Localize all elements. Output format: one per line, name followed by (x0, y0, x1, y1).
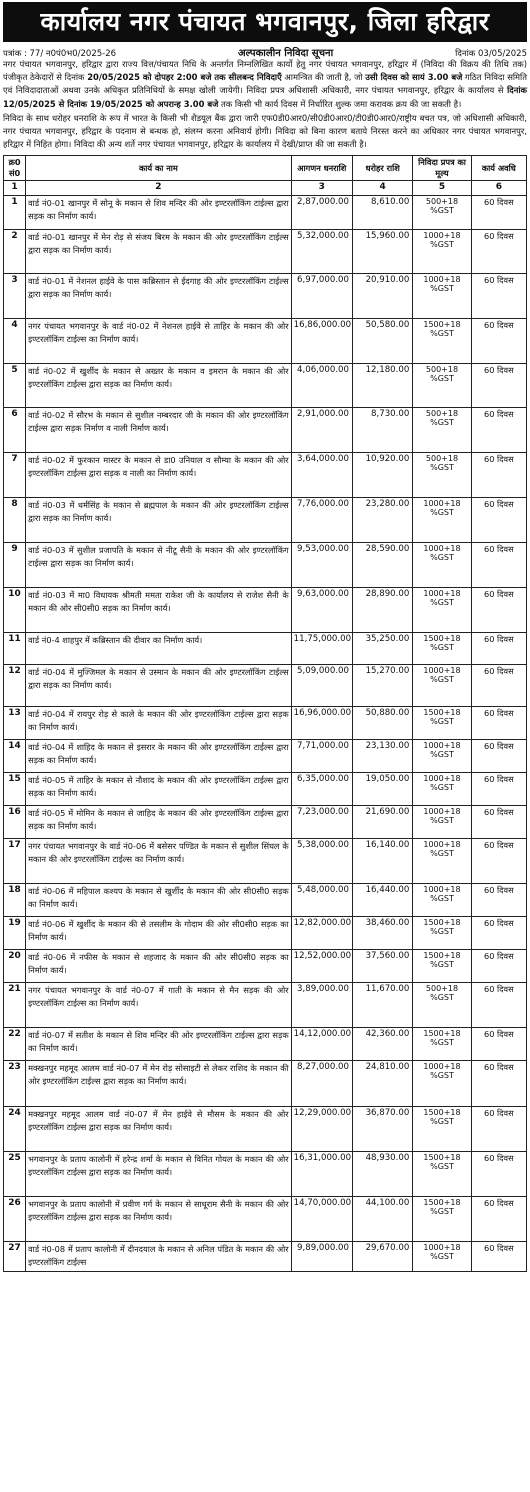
paragraph-text: नगर पंचायत भगवानपुर, हरिद्वार द्वारा राज्य वित्त/पंचायत निधि के अन्तर्गत निम्नलिखित कार्यो हेतु नगर पंचायत भगवानपुर, हरिद्वार में (निविदा की विक्रय की तिथि तक) पंजीकृत ठेकेदारों से दिनांक (3, 59, 527, 83)
work-period: 60 दिवस (471, 543, 526, 588)
serial-number: 2 (4, 230, 26, 274)
work-description: वार्ड नं0-02 में सौरभ के मकान से सुशील नम्बरदार जी के मकान की ओर इण्टरलॉकिंग टाईल्स द्वारा सड़क निर्माण व नाली निर्माण कार्य। (26, 408, 292, 453)
earnest-deposit: 29,670.00 (352, 1242, 412, 1272)
form-fee: 1500+18 %GST (413, 1028, 471, 1061)
col-index: 1 (4, 181, 26, 196)
work-period: 60 दिवस (471, 408, 526, 453)
estimated-amount: 4,06,000.00 (291, 364, 352, 408)
form-fee: 1500+18 %GST (413, 1152, 471, 1197)
earnest-deposit: 11,670.00 (352, 983, 412, 1028)
form-fee: 1500+18 %GST (413, 707, 471, 740)
highlighted-text: दिनांक 12/05/2025 से दिनांक 19/05/2025 को अपरान्ह 3.00 बजे (3, 85, 527, 109)
col-header-work: कार्य का नाम (26, 156, 292, 181)
serial-number: 17 (4, 839, 26, 884)
table-row (4, 983, 527, 1028)
work-description: वार्ड नं0-07 में सतीश के मकान से शिव मन्दिर की ओर इण्टरलॉकिंग टाईल्स द्वारा सड़क का निर्माण कार्य। (26, 1028, 292, 1061)
form-fee: 1000+18 %GST (413, 588, 471, 633)
table-row (4, 274, 527, 319)
earnest-deposit: 8,610.00 (352, 196, 412, 230)
work-period: 60 दिवस (471, 1197, 526, 1242)
form-fee: 1000+18 %GST (413, 740, 471, 773)
earnest-deposit: 15,960.00 (352, 230, 412, 274)
table-row (4, 773, 527, 806)
earnest-deposit: 23,130.00 (352, 740, 412, 773)
earnest-deposit: 23,280.00 (352, 498, 412, 543)
earnest-deposit: 16,440.00 (352, 884, 412, 917)
work-period: 60 दिवस (471, 274, 526, 319)
work-period: 60 दिवस (471, 707, 526, 740)
table-row (4, 408, 527, 453)
table-row (4, 453, 527, 498)
work-description: वार्ड नं0-05 में मोमिन के मकान से जाहिद के मकान की ओर इण्टरलॉकिंग टाईल्स द्वारा सड़क का निर्माण कार्य। (26, 806, 292, 839)
earnest-deposit: 8,730.00 (352, 408, 412, 453)
table-row (4, 884, 527, 917)
form-fee: 1000+18 %GST (413, 806, 471, 839)
table-header-row (4, 156, 527, 181)
serial-number: 1 (4, 196, 26, 230)
serial-number: 20 (4, 950, 26, 983)
serial-number: 12 (4, 665, 26, 707)
work-period: 60 दिवस (471, 806, 526, 839)
table-row (4, 498, 527, 543)
estimated-amount: 8,27,000.00 (291, 1061, 352, 1107)
form-fee: 1000+18 %GST (413, 839, 471, 884)
notice-meta (3, 45, 527, 57)
serial-number: 14 (4, 740, 26, 773)
work-description: नगर पंचायत भगवानपुर के वार्ड नं0-02 में नेशनल हाईवे से ताहिर के मकान की ओर इण्टरलॉकिंग टाईल्स का निर्माण कार्य। (26, 319, 292, 364)
col-index: 4 (352, 181, 412, 196)
notice-title: अल्पकालीन निविदा सूचना (237, 48, 334, 59)
form-fee: 1000+18 %GST (413, 884, 471, 917)
work-description: वार्ड नं0-04 में शाहिद के मकान से इसरार के मकान की ओर इण्टरलॉकिंग टाईल्स द्वारा सड़क का निर्माण कार्य। (26, 740, 292, 773)
work-period: 60 दिवस (471, 773, 526, 806)
work-description: वार्ड नं0-06 में खुर्शीद के मकान की से तसलीम के गोदाम की ओर सी0सी0 सड़क का निर्माण कार्य। (26, 917, 292, 950)
table-row (4, 839, 527, 884)
table-row (4, 1152, 527, 1197)
work-period: 60 दिवस (471, 230, 526, 274)
work-period: 60 दिवस (471, 740, 526, 773)
serial-number: 27 (4, 1242, 26, 1272)
estimated-amount: 5,32,000.00 (291, 230, 352, 274)
table-row (4, 319, 527, 364)
earnest-deposit: 12,180.00 (352, 364, 412, 408)
work-period: 60 दिवस (471, 1061, 526, 1107)
earnest-deposit: 38,460.00 (352, 917, 412, 950)
highlighted-text: 20/05/2025 को दोपहर 2:00 बजे तक सीलबन्द निविदाएँ (87, 72, 282, 83)
form-fee: 1500+18 %GST (413, 917, 471, 950)
work-description: मक्खनपुर महमूद आलम वार्ड नं0-07 में मेन रोड़ सोसाइटी से लेकर राशिद के मकान की ओर इण्टरलॉकिंग टाईल्स द्वारा सड़क का निर्माण कार्य। (26, 1061, 292, 1107)
work-description: वार्ड नं0-06 में नफीस के मकान से शहजाद के मकान की ओर सी0सी0 सड़क का निर्माण कार्य। (26, 950, 292, 983)
table-row (4, 1107, 527, 1152)
form-fee: 500+18 %GST (413, 364, 471, 408)
estimated-amount: 9,53,000.00 (291, 543, 352, 588)
form-fee: 1000+18 %GST (413, 1061, 471, 1107)
reference-number: पत्रांक : 77/ न0पं0भ0/2025-26 (3, 49, 117, 59)
work-description: भगवानपुर के प्रताप कालोनी में प्रवीण गर्ग के मकान से साधूराम सैनी के मकान की ओर इण्टरलॉकिंग टाईल्स द्वारा सड़क का निर्माण कार्य। (26, 1197, 292, 1242)
estimated-amount: 12,52,000.00 (291, 950, 352, 983)
serial-number: 21 (4, 983, 26, 1028)
col-index: 3 (291, 181, 352, 196)
estimated-amount: 9,63,000.00 (291, 588, 352, 633)
work-description: वार्ड नं0-04 में रायपुर रोड़ से काले के मकान की ओर इण्टरलॉकिंग टाईल्स द्वारा सड़क का निर्माण कार्य। (26, 707, 292, 740)
work-period: 60 दिवस (471, 950, 526, 983)
earnest-deposit: 28,590.00 (352, 543, 412, 588)
table-row (4, 665, 527, 707)
earnest-deposit: 35,250.00 (352, 633, 412, 665)
estimated-amount: 16,96,000.00 (291, 707, 352, 740)
table-row (4, 1242, 527, 1272)
form-fee: 1500+18 %GST (413, 319, 471, 364)
form-fee: 500+18 %GST (413, 408, 471, 453)
serial-number: 7 (4, 453, 26, 498)
col-header-deposit: धरोहर राशि (352, 156, 412, 181)
work-description: वार्ड नं0-03 में धर्मसिंह के मकान से ब्रह्मपाल के मकान की ओर इण्टरलॉकिंग टाईल्स द्वारा सड़क का निर्माण कार्य। (26, 498, 292, 543)
estimated-amount: 14,70,000.00 (291, 1197, 352, 1242)
serial-number: 9 (4, 543, 26, 588)
estimated-amount: 5,48,000.00 (291, 884, 352, 917)
work-description: नगर पंचायत भगवानपुर के वार्ड नं0-07 में गाती के मकान से मैन सड़क की ओर इण्टरलॉकिंग टाईल्स का निर्माण कार्य। (26, 983, 292, 1028)
estimated-amount: 12,29,000.00 (291, 1107, 352, 1152)
form-fee: 500+18 %GST (413, 453, 471, 498)
estimated-amount: 2,91,000.00 (291, 408, 352, 453)
col-index: 5 (413, 181, 471, 196)
table-row (4, 230, 527, 274)
table-row (4, 588, 527, 633)
estimated-amount: 6,35,000.00 (291, 773, 352, 806)
work-period: 60 दिवस (471, 588, 526, 633)
column-index-row (4, 181, 527, 196)
earnest-deposit: 20,910.00 (352, 274, 412, 319)
form-fee: 500+18 %GST (413, 196, 471, 230)
form-fee: 1500+18 %GST (413, 950, 471, 983)
table-row (4, 950, 527, 983)
serial-number: 25 (4, 1152, 26, 1197)
notice-paragraph-2: निविदा के साथ धरोहर धनराशि के रूप में भारत के किसी भी शैडयूल बैंक द्वारा जारी एफ0डी0आर0/सी0डी0आर0/टी0डी0आर0/राष्ट्रीय बचत पत्र, जो अधिशासी अधिकारी, नगर पंचायत भगवानपुर, हरिद्वार के पदनाम से बन्धक हो, संलग्न करना अनिवार्य होगी। निविदा को बिना कारण बताये निरस्त करने का अधिकार नगर पंचायत भगवानपुर, हरिद्वार में निहित होगा। निविदा की अन्य शर्ते नगर पंचायत भगवानपुर, हरिद्वार के कार्यालय में देखी/प्राप्त की जा सकती है। (3, 112, 527, 150)
highlighted-text: उसी दिवस को सायं 3.00 बजे (365, 72, 463, 83)
table-row (4, 1197, 527, 1242)
form-fee: 1000+18 %GST (413, 543, 471, 588)
work-period: 60 दिवस (471, 839, 526, 884)
table-row (4, 1061, 527, 1107)
work-description: भगवानपुर के प्रताप कालोनी में हरेन्द्र शर्मा के मकान से विनित गोयल के मकान की ओर इण्टरलॉकिंग टाईल्स द्वारा सड़क का निर्माण कार्य। (26, 1152, 292, 1197)
work-period: 60 दिवस (471, 196, 526, 230)
form-fee: 1500+18 %GST (413, 633, 471, 665)
work-period: 60 दिवस (471, 319, 526, 364)
work-description: वार्ड नं0-03 में सुशील प्रजापति के मकान से नीटू सैनी के मकान की ओर इण्टरलॉकिंग टाईल्स द्वारा सड़क का निर्माण कार्य। (26, 543, 292, 588)
col-header-period: कार्य अवधि (471, 156, 526, 181)
table-row (4, 740, 527, 773)
col-header-estimate: आगणन धनराशि (291, 156, 352, 181)
table-row (4, 543, 527, 588)
estimated-amount: 16,31,000.00 (291, 1152, 352, 1197)
earnest-deposit: 37,560.00 (352, 950, 412, 983)
table-row (4, 1028, 527, 1061)
earnest-deposit: 15,270.00 (352, 665, 412, 707)
col-index: 6 (471, 181, 526, 196)
serial-number: 10 (4, 588, 26, 633)
serial-number: 26 (4, 1197, 26, 1242)
work-description: वार्ड नं0-02 में फुरकान मास्टर के मकान से डा0 उनियाल व सौम्या के मकान की ओर इण्टरलॉकिंग टाईल्स द्वारा सड़क व नाली का निर्माण कार्य। (26, 453, 292, 498)
work-period: 60 दिवस (471, 453, 526, 498)
work-period: 60 दिवस (471, 633, 526, 665)
estimated-amount: 6,97,000.00 (291, 274, 352, 319)
work-description: वार्ड नं0-05 में ताहिर के मकान से नौशाद के मकान की ओर इण्टरलॉकिंग टाईल्स द्वारा सड़क का निर्माण कार्य। (26, 773, 292, 806)
serial-number: 13 (4, 707, 26, 740)
table-row (4, 917, 527, 950)
earnest-deposit: 50,880.00 (352, 707, 412, 740)
paragraph-text: तक किसी भी कार्य दिवस में निर्धारित शुल्क जमा करावक क्रय की जा सकती है। (218, 98, 462, 109)
estimated-amount: 7,76,000.00 (291, 498, 352, 543)
work-description: वार्ड नं0-02 में खुर्शीद के मकान से अख्तर के मकान व इमरान के मकान की ओर इण्टरलॉकिंग टाईल्स द्वारा सड़क का निर्माण कार्य। (26, 364, 292, 408)
work-period: 60 दिवस (471, 1028, 526, 1061)
serial-number: 22 (4, 1028, 26, 1061)
table-row (4, 707, 527, 740)
earnest-deposit: 21,690.00 (352, 806, 412, 839)
estimated-amount: 2,87,000.00 (291, 196, 352, 230)
serial-number: 5 (4, 364, 26, 408)
estimated-amount: 9,89,000.00 (291, 1242, 352, 1272)
work-period: 60 दिवस (471, 1242, 526, 1272)
earnest-deposit: 28,890.00 (352, 588, 412, 633)
work-description: वार्ड नं0-4 शाहपुर में कब्रिस्तान की दीवार का निर्माण कार्य। (26, 633, 292, 665)
form-fee: 1000+18 %GST (413, 665, 471, 707)
serial-number: 3 (4, 274, 26, 319)
work-description: वार्ड नं0-01 खानपुर में मेन रोड़ से संजय बिरम के मकान की ओर इण्टरलॉकिंग टाईल्स द्वारा सड़क का निर्माण कार्य। (26, 230, 292, 274)
earnest-deposit: 42,360.00 (352, 1028, 412, 1061)
form-fee: 1000+18 %GST (413, 1242, 471, 1272)
serial-number: 11 (4, 633, 26, 665)
paragraph-text: आमन्त्रित की जाती है, जो (281, 72, 366, 83)
form-fee: 1500+18 %GST (413, 1197, 471, 1242)
earnest-deposit: 36,870.00 (352, 1107, 412, 1152)
estimated-amount: 7,23,000.00 (291, 806, 352, 839)
earnest-deposit: 50,580.00 (352, 319, 412, 364)
form-fee: 500+18 %GST (413, 983, 471, 1028)
serial-number: 15 (4, 773, 26, 806)
estimated-amount: 14,12,000.00 (291, 1028, 352, 1061)
work-description: वार्ड नं0-03 में मा0 विधायक श्रीमती ममता राकेश जी के कार्यालय से राजेश सैनी के मकान की ओर सी0सी0 सड़क का निर्माण कार्य। (26, 588, 292, 633)
serial-number: 6 (4, 408, 26, 453)
estimated-amount: 3,89,000.00 (291, 983, 352, 1028)
work-period: 60 दिवस (471, 983, 526, 1028)
form-fee: 1000+18 %GST (413, 274, 471, 319)
serial-number: 16 (4, 806, 26, 839)
earnest-deposit: 10,920.00 (352, 453, 412, 498)
work-description: वार्ड नं0-04 में मुज्जिमल के मकान से उस्मान के मकान की ओर इण्टरलॉकिंग टाईल्स द्वारा सड़क का निर्माण कार्य। (26, 665, 292, 707)
form-fee: 1000+18 %GST (413, 773, 471, 806)
table-row (4, 364, 527, 408)
estimated-amount: 11,75,000.00 (291, 633, 352, 665)
serial-number: 18 (4, 884, 26, 917)
form-fee: 1000+18 %GST (413, 498, 471, 543)
earnest-deposit: 19,050.00 (352, 773, 412, 806)
work-period: 60 दिवस (471, 917, 526, 950)
works-table-body (4, 196, 527, 1272)
table-row (4, 806, 527, 839)
form-fee: 1500+18 %GST (413, 1107, 471, 1152)
work-description: मक्खनपुर महमूद आलम वार्ड नं0-07 में मेन हाईवे से मौसम के मकान की ओर इण्टरलॉकिंग टाईल्स द्वारा सड़क का निर्माण कार्य। (26, 1107, 292, 1152)
estimated-amount: 16,86,000.00 (291, 319, 352, 364)
form-fee: 1000+18 %GST (413, 230, 471, 274)
serial-number: 24 (4, 1107, 26, 1152)
table-row (4, 633, 527, 665)
work-description: वार्ड नं0-01 में नेशनल हाईवे के पास कब्रिस्तान से ईदगाह की ओर इण्टरलॉकिंग टाईल्स द्वारा सड़क का निर्माण कार्य। (26, 274, 292, 319)
earnest-deposit: 48,930.00 (352, 1152, 412, 1197)
notice-date: दिनांक 03/05/2025 (455, 49, 527, 59)
serial-number: 23 (4, 1061, 26, 1107)
works-table (3, 155, 527, 1272)
work-period: 60 दिवस (471, 1152, 526, 1197)
paragraph-text: गठित निविदा समिति एवं निविदादाताओं अथवा उनके अधिकृत प्रतिनिधियों के समक्ष खोली जायेगी। निविदा प्रपत्र अधिशासी अधिकारी, नगर पंचायत भगवानपुर, हरिद्वार के कार्यालय से (3, 72, 528, 96)
notice-paragraph-1 (3, 58, 527, 111)
estimated-amount: 12,82,000.00 (291, 917, 352, 950)
estimated-amount: 3,64,000.00 (291, 453, 352, 498)
work-period: 60 दिवस (471, 884, 526, 917)
work-period: 60 दिवस (471, 1107, 526, 1152)
work-period: 60 दिवस (471, 498, 526, 543)
work-period: 60 दिवस (471, 665, 526, 707)
work-description: वार्ड नं0-08 में प्रताप कालोनी में दीनदयाल के मकान से अनिल पंडित के मकान की ओर इण्टरलॉकिंग टाईल्स (26, 1242, 292, 1272)
work-description: वार्ड नं0-01 खानपुर में सोनू के मकान से शिव मन्दिर की ओर इण्टरलॉकिंग टाईल्स द्वारा सड़क का निर्माण कार्य। (26, 196, 292, 230)
serial-number: 4 (4, 319, 26, 364)
work-period: 60 दिवस (471, 364, 526, 408)
estimated-amount: 5,09,000.00 (291, 665, 352, 707)
earnest-deposit: 24,810.00 (352, 1061, 412, 1107)
table-row (4, 196, 527, 230)
col-index: 2 (26, 181, 292, 196)
estimated-amount: 5,38,000.00 (291, 839, 352, 884)
work-description: वार्ड नं0-06 में महिपाल कश्यप के मकान से खुर्शीद के मकान की ओर सी0सी0 सड़क का निर्माण कार्य। (26, 884, 292, 917)
earnest-deposit: 44,100.00 (352, 1197, 412, 1242)
office-banner: कार्यालय नगर पंचायत भगवानपुर, जिला हरिद्वार (3, 2, 527, 42)
serial-number: 19 (4, 917, 26, 950)
serial-number: 8 (4, 498, 26, 543)
col-header-serial: क्र0 सं0 (4, 156, 26, 181)
work-description: नगर पंचायत भगवानपुर के वार्ड नं0-06 में बसेसर पण्डित के मकान से सुशील सिंघल के मकान की ओर इण्टरलॉकिंग टाईल्स का निर्माण कार्य। (26, 839, 292, 884)
estimated-amount: 7,71,000.00 (291, 740, 352, 773)
earnest-deposit: 16,140.00 (352, 839, 412, 884)
col-header-form-fee: निविदा प्रपत्र का मूल्य (413, 156, 471, 181)
